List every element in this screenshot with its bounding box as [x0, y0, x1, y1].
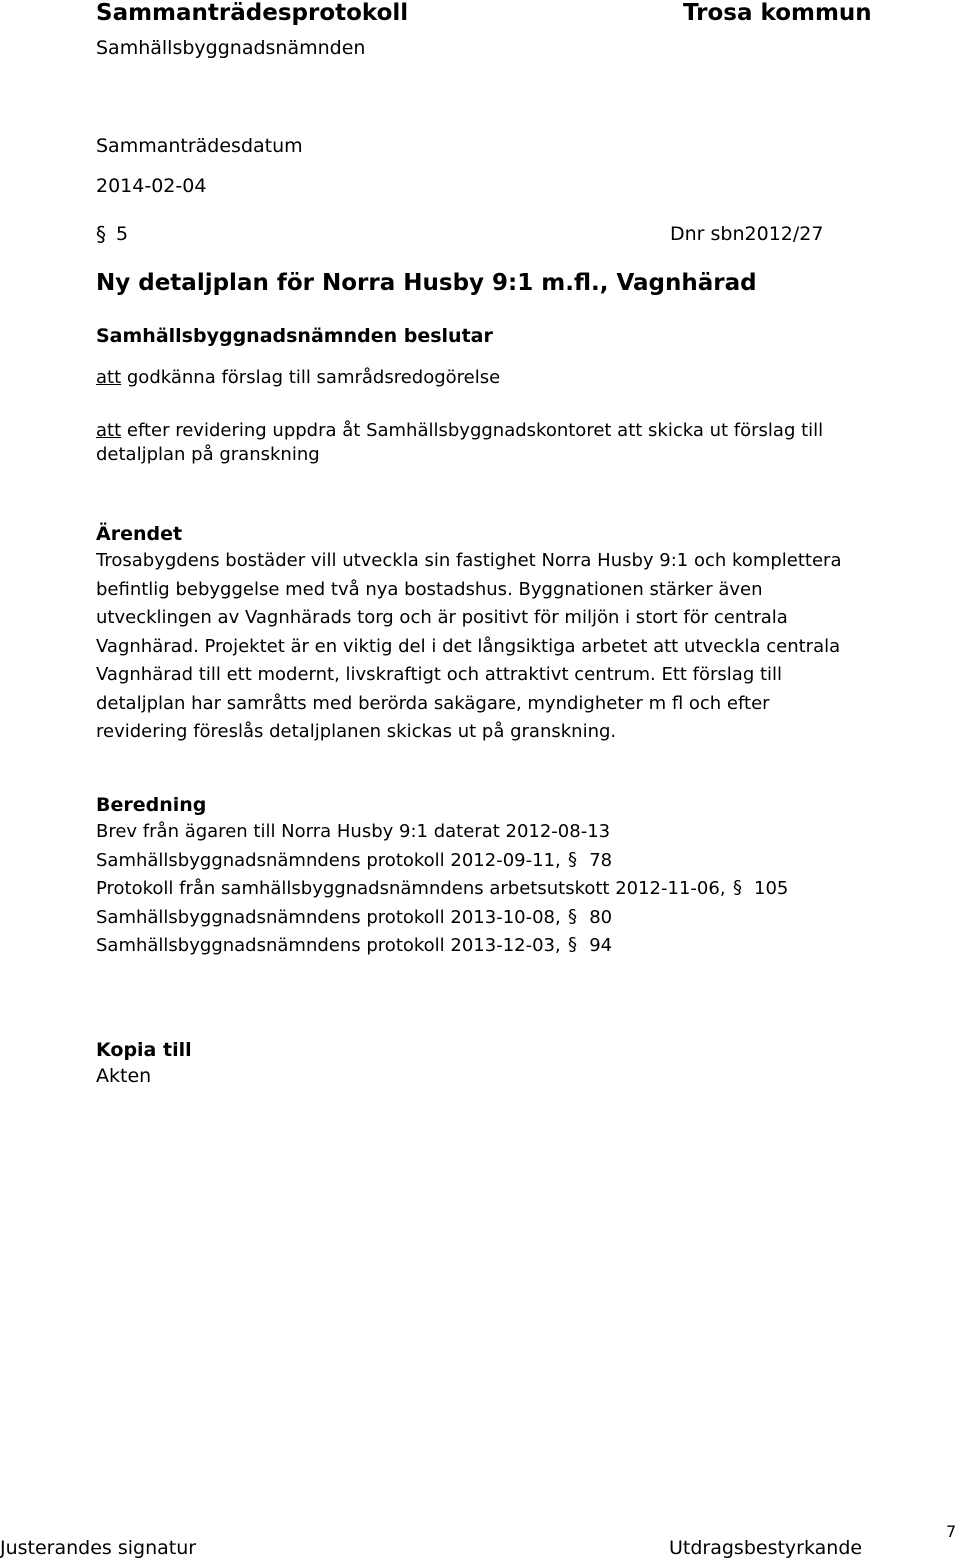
att-keyword: att: [96, 367, 122, 388]
decision-item-continuation: detaljplan på granskning: [96, 444, 320, 465]
section-sign-icon: [96, 222, 110, 246]
svg-text:§: §: [96, 222, 106, 246]
beredning-item: Samhällsbyggnadsnämndens protokoll 2012-09-11, § 78: [96, 848, 613, 871]
document-title: Sammanträdesprotokoll: [96, 0, 409, 26]
copy-to-section: [96, 1037, 956, 1089]
section-sign-icon: [733, 876, 745, 898]
decision-item-text: efter revidering uppdra åt Samhällsbyggnadskontoret att skicka ut förslag till: [121, 420, 824, 441]
arendet-heading: Ärendet: [96, 523, 183, 545]
arendet-line: utvecklingen av Vagnhärads torg och är positivt för miljön i stort för centrala: [96, 607, 788, 628]
svg-text:§: §: [733, 877, 743, 898]
section-sign-icon: [568, 848, 580, 870]
arendet-section: [96, 521, 956, 747]
arendet-line: Vagnhärad. Projektet är en viktig del i det långsiktiga arbetet att utveckla centrala: [96, 635, 841, 657]
beredning-item: Brev från ägaren till Norra Husby 9:1 daterat 2012-08-13: [96, 821, 611, 842]
beredning-item: Samhällsbyggnadsnämndens protokoll 2013-10-08, § 80: [96, 905, 613, 928]
section-sign-icon: [568, 933, 580, 955]
beredning-item: Samhällsbyggnadsnämndens protokoll 2013-12-03, § 94: [96, 934, 613, 956]
arendet-line: revidering föreslås detaljplanen skickas ut på granskning.: [96, 721, 617, 742]
certification-label: Utdragsbestyrkande: [669, 1537, 863, 1559]
decision-item: [96, 367, 956, 419]
copy-to-heading: Kopia till: [96, 1039, 192, 1061]
beredning-item: Protokoll från samhällsbyggnadsnämndens arbetsutskott 2012-11-06, § 105: [96, 877, 789, 899]
arendet-line: Trosabygdens bostäder vill utveckla sin fastighet Norra Husby 9:1 och komplettera: [96, 550, 842, 571]
decision-item-text: godkänna förslag till samrådsredogörelse: [121, 367, 501, 388]
beredning-heading: Beredning: [96, 794, 207, 816]
svg-text:§: §: [568, 848, 578, 870]
svg-text:§: §: [568, 905, 578, 927]
diary-number: Dnr sbn2012/27: [670, 223, 824, 245]
arendet-line: detaljplan har samråtts med berörda sakägare, myndigheter m fl och efter: [96, 692, 770, 714]
copy-to-recipient: Akten: [96, 1065, 152, 1087]
municipality-name: Trosa kommun: [683, 0, 872, 26]
decision-heading: Samhällsbyggnadsnämnden beslutar: [96, 325, 493, 347]
svg-text:§: §: [568, 934, 578, 955]
att-keyword: att: [96, 420, 122, 441]
committee-name: Samhällsbyggnadsnämnden: [96, 37, 366, 59]
arendet-line: Vagnhärad till ett modernt, livskraftigt och attraktivt centrum. Ett förslag till: [96, 664, 783, 685]
meeting-date-label: Sammanträdesdatum: [96, 135, 303, 157]
signature-label: Justerandes signatur: [0, 1537, 197, 1559]
decision-item: [96, 419, 956, 467]
section-sign-icon: [568, 905, 580, 927]
beredning-section: [96, 792, 956, 961]
case-title: Ny detaljplan för Norra Husby 9:1 m.fl., Vagnhärad: [96, 270, 757, 296]
meeting-date: 2014-02-04: [96, 175, 207, 197]
decision-section: [96, 325, 956, 467]
arendet-line: befintlig bebyggelse med två nya bostadshus. Byggnationen stärker även: [96, 578, 763, 600]
paragraph-number: 5: [116, 223, 129, 245]
paragraph-heading: [96, 222, 128, 246]
page-number: 7: [946, 1522, 957, 1541]
